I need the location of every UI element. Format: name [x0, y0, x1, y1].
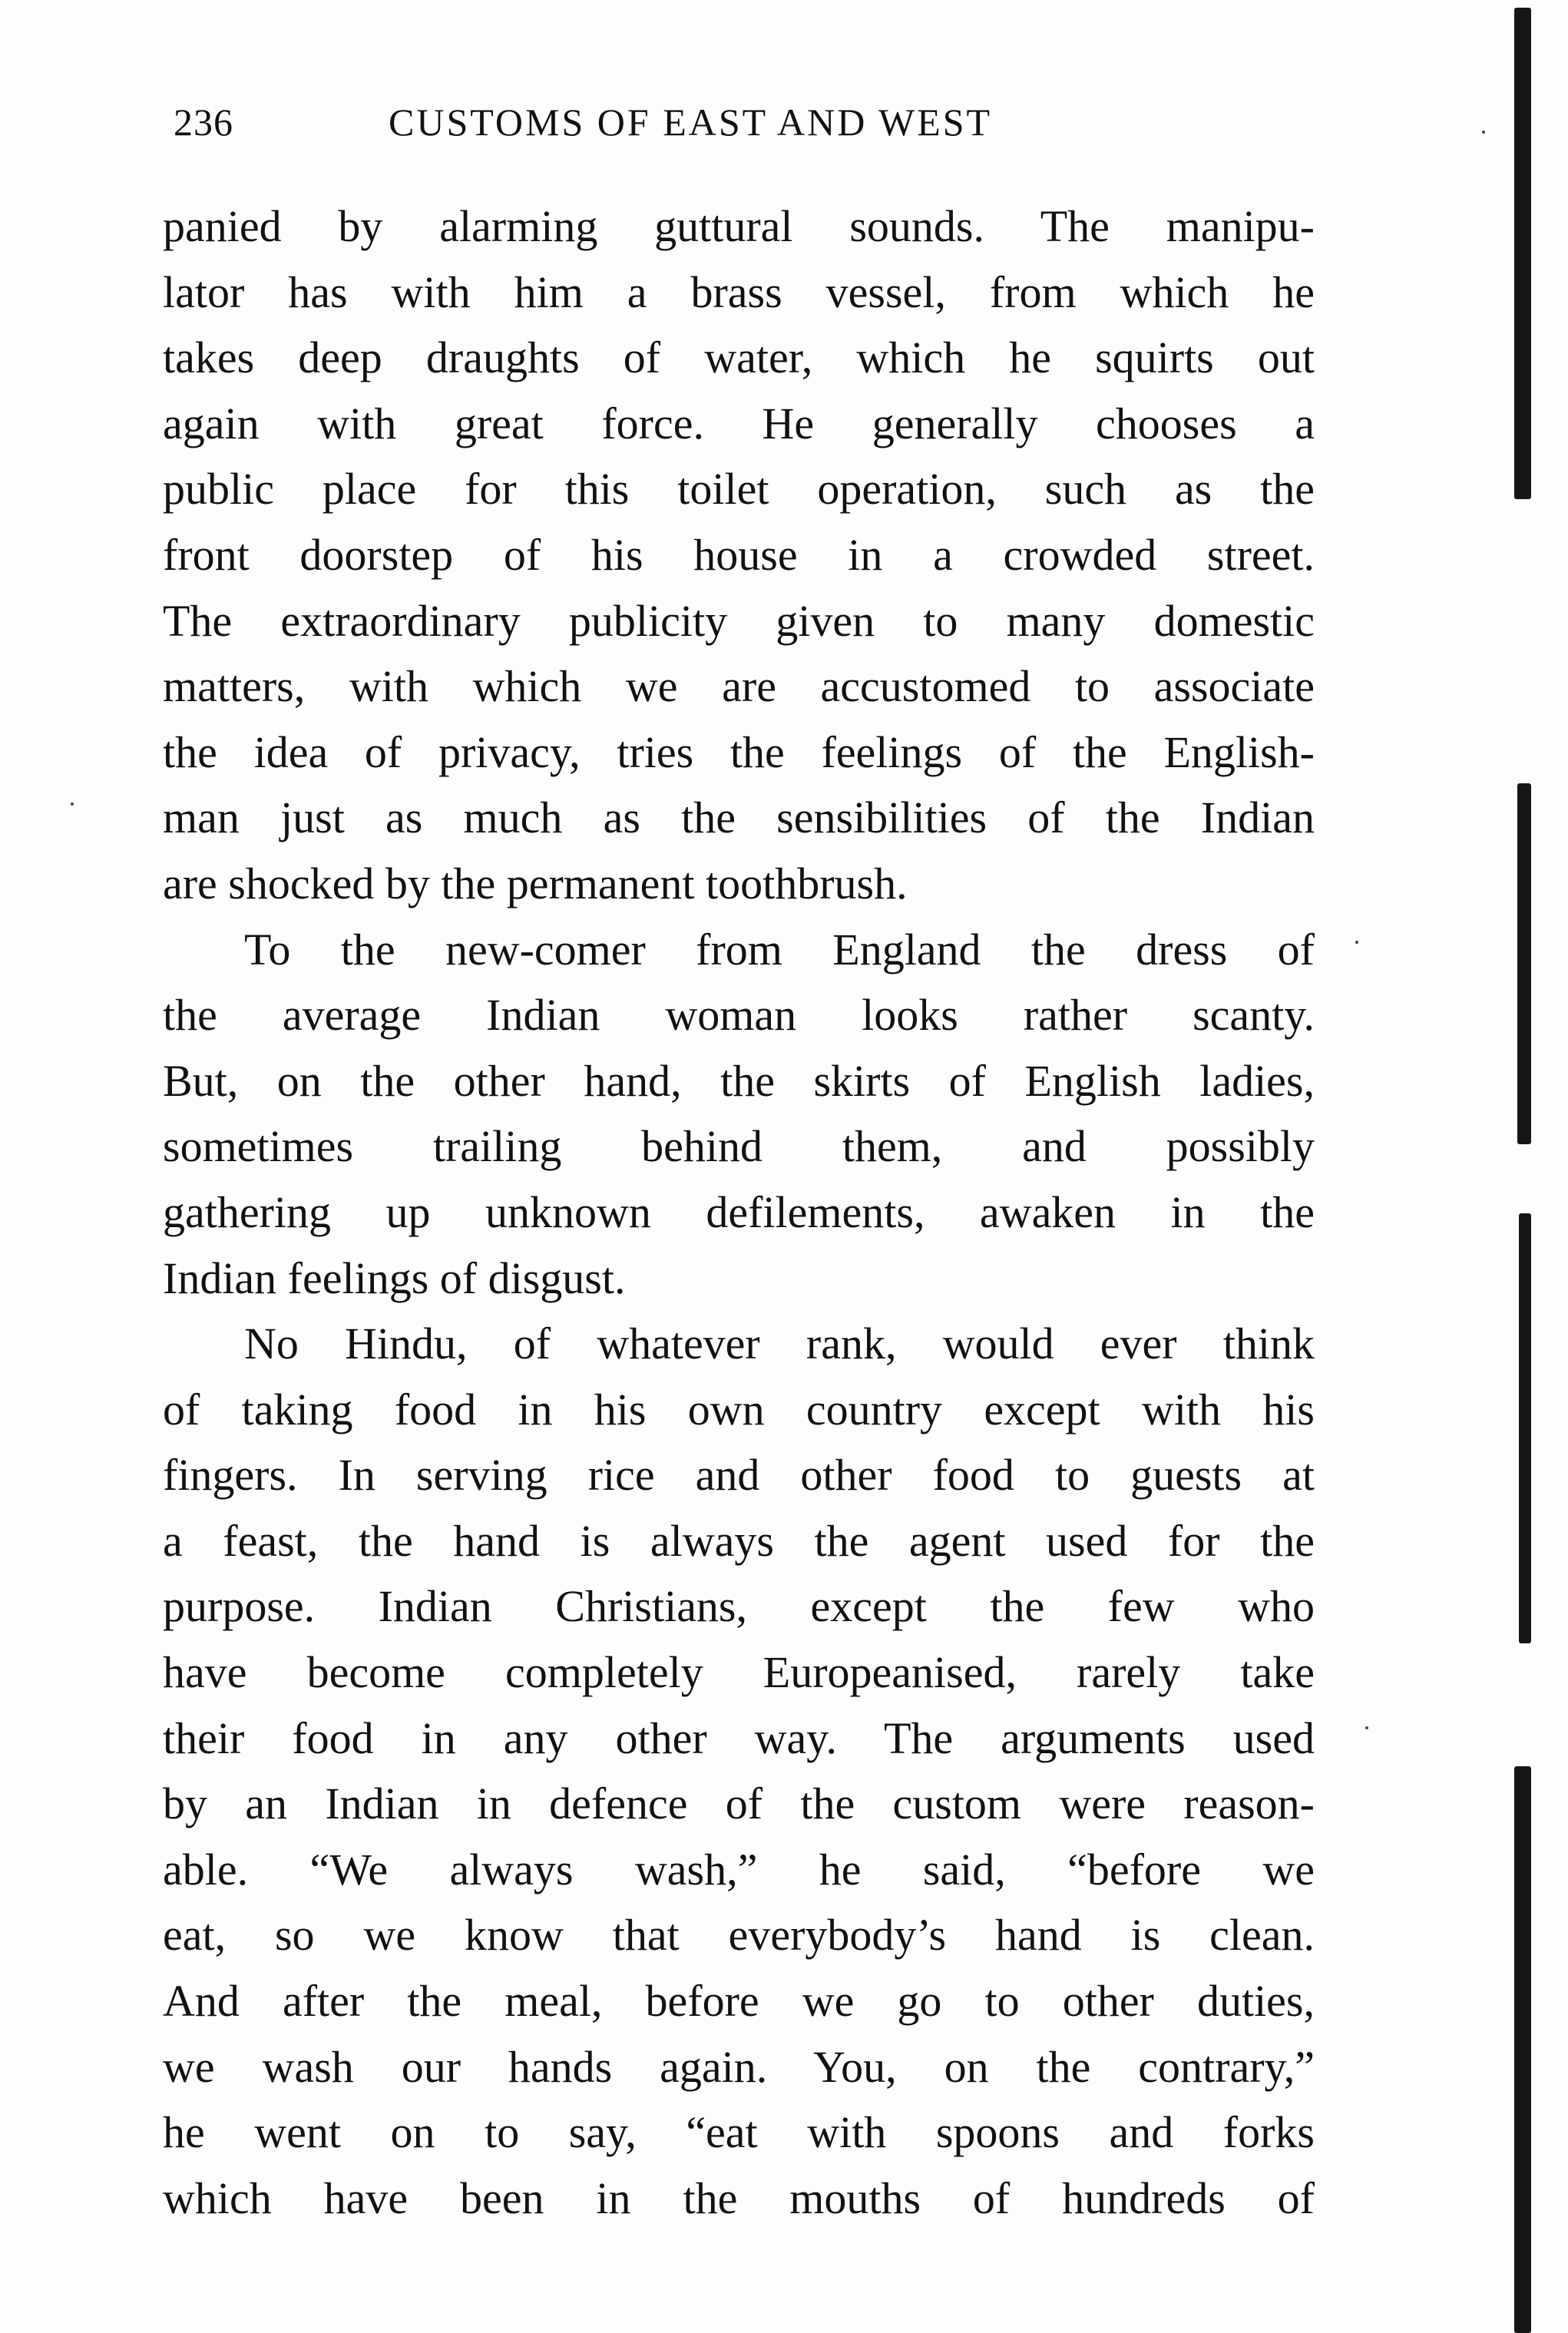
- text-line: the average Indian woman looks rather scanty.: [163, 990, 1315, 1041]
- binding-edge-lower: [1519, 1213, 1531, 1643]
- text-line: by an Indian in defence of the custom were reason-: [163, 1779, 1315, 1829]
- body-text: [163, 194, 1315, 2231]
- text-line: their food in any other way. The arguments used: [163, 1713, 1315, 1763]
- scan-speck: [1482, 131, 1485, 134]
- text-line: purpose. Indian Christians, except the few who: [163, 1581, 1315, 1632]
- text-line: And after the meal, before we go to other duties,: [163, 1976, 1315, 2027]
- scan-speck: [1365, 1726, 1368, 1729]
- page-header: [174, 100, 1341, 154]
- text-line: matters, with which we are accustomed to associate: [163, 661, 1315, 712]
- text-line: lator has with him a brass vessel, from which he: [163, 266, 1315, 317]
- scan-speck: [71, 802, 74, 806]
- binding-edge-top: [1514, 8, 1531, 499]
- text-line: which have been in the mouths of hundreds of: [163, 2173, 1315, 2223]
- binding-edge-bottom: [1514, 1766, 1531, 2333]
- paragraph-first-line: No Hindu, of whatever rank, would ever think: [244, 1319, 1315, 1369]
- scan-speck: [1355, 941, 1358, 944]
- text-line: able. “We always wash,” he said, “before we: [163, 1844, 1315, 1895]
- text-line: of taking food in his own country except with his: [163, 1384, 1315, 1435]
- text-line: have become completely Europeanised, rarely take: [163, 1647, 1315, 1698]
- running-title: CUSTOMS OF EAST AND WEST: [389, 101, 993, 144]
- page-number: 236: [174, 101, 233, 144]
- text-line: man just as much as the sensibilities of the Indian: [163, 793, 1315, 843]
- text-line: public place for this toilet operation, such as the: [163, 464, 1315, 515]
- text-line: the idea of privacy, tries the feelings of the English-: [163, 726, 1315, 777]
- text-line: sometimes trailing behind them, and possibly: [163, 1121, 1315, 1172]
- text-line: front doorstep of his house in a crowded street.: [163, 529, 1315, 580]
- text-line: eat, so we know that everybody’s hand is clean.: [163, 1910, 1315, 1961]
- text-line: we wash our hands again. You, on the contrary,”: [163, 2041, 1315, 2092]
- text-line: gathering up unknown defilements, awaken in the: [163, 1186, 1315, 1237]
- text-line: he went on to say, “eat with spoons and forks: [163, 2107, 1315, 2158]
- text-line: again with great force. He generally chooses a: [163, 398, 1315, 448]
- paragraph-first-line: To the new-comer from England the dress of: [244, 924, 1315, 975]
- text-line: takes deep draughts of water, which he squirts out: [163, 333, 1315, 383]
- text-line: The extraordinary publicity given to many domestic: [163, 595, 1315, 646]
- text-line: Indian feelings of disgust.: [163, 1253, 626, 1303]
- text-line: a feast, the hand is always the agent used for the: [163, 1515, 1315, 1566]
- text-line: are shocked by the permanent toothbrush.: [163, 858, 908, 908]
- text-line: panied by alarming guttural sounds. The manipu-: [163, 201, 1315, 251]
- text-line: fingers. In serving rice and other food to guests at: [163, 1450, 1315, 1501]
- text-line: But, on the other hand, the skirts of English ladies,: [163, 1055, 1315, 1106]
- binding-edge-middle: [1517, 783, 1531, 1144]
